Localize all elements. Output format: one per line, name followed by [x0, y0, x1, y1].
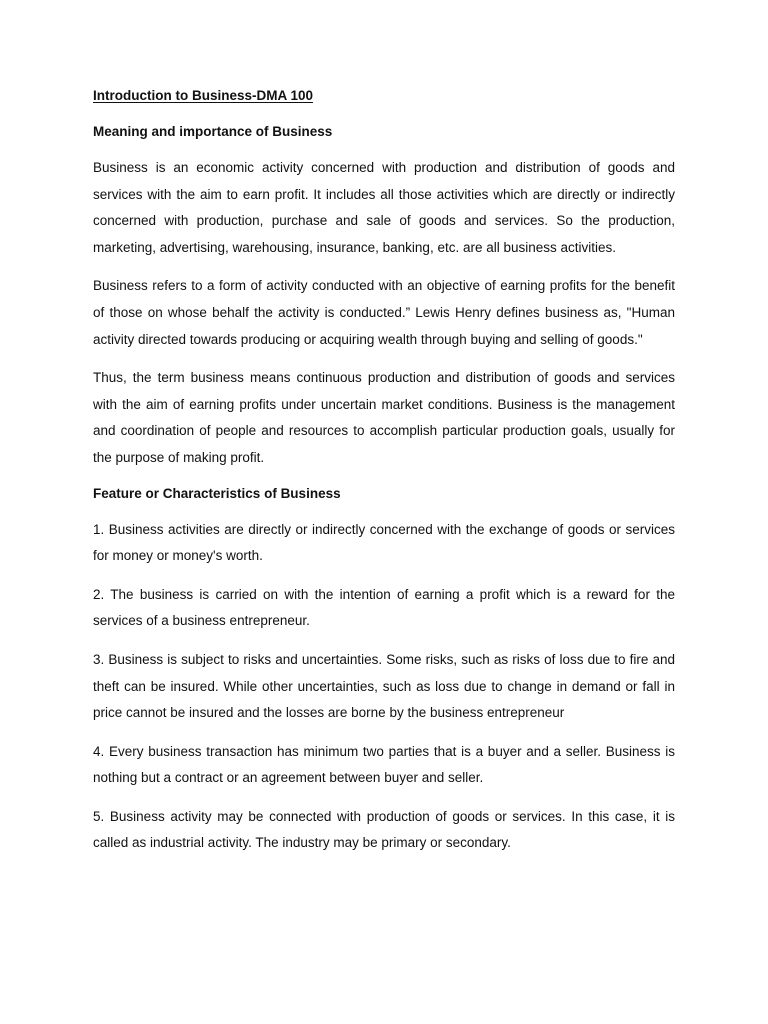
section-heading-features: Feature or Characteristics of Business: [93, 485, 341, 501]
paragraph: Thus, the term business means continuous production and distribution of goods and services with the aim of earning profits under uncertain market conditions. Business is the management and coordination of people and resources to accomplish particular production goals, usually for the purpose of making profit.: [93, 370, 675, 465]
section-heading-meaning: Meaning and importance of Business: [93, 124, 333, 139]
feature-item: 5. Business activity may be connected with production of goods or services. In this case, it is called as industrial activity. The industry may be primary or secondary.: [93, 808, 675, 851]
document-page: [93, 86, 675, 869]
feature-item: 2. The business is carried on with the intention of earning a profit which is a reward for the services of a business entrepreneur.: [93, 586, 675, 629]
feature-item: 1. Business activities are directly or indirectly concerned with the exchange of goods or services for money or money's worth.: [93, 521, 675, 564]
document-title: Introduction to Business-DMA 100: [93, 88, 314, 103]
paragraph: Business is an economic activity concerned with production and distribution of goods and services with the aim to earn profit. It includes all those activities which are directly or indirectly concerned with production, purchase and sale of goods and services. So the production, marketing, advertising, warehousing, insurance, banking, etc. are all business activities.: [93, 160, 675, 255]
paragraph: Business refers to a form of activity conducted with an objective of earning profits for the benefit of those on whose behalf the activity is conducted.” Lewis Henry defines business as, "Human activity directed towards producing or acquiring wealth through buying and selling of goods.": [93, 278, 675, 347]
feature-item: 4. Every business transaction has minimum two parties that is a buyer and a seller. Business is nothing but a contract or an agreement between buyer and seller.: [93, 743, 675, 786]
feature-item: 3. Business is subject to risks and uncertainties. Some risks, such as risks of loss due to fire and theft can be insured. While other uncertainties, such as loss due to change in demand or fall in price cannot be insured and the losses are borne by the business entrepreneur: [93, 651, 675, 721]
